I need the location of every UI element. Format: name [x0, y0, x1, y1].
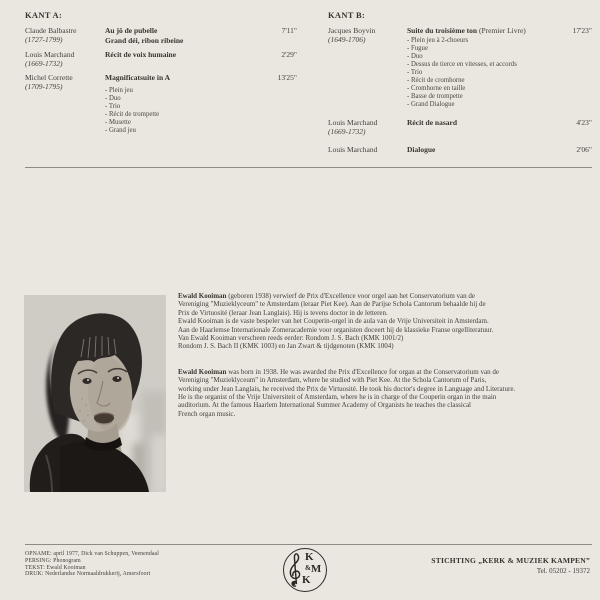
movement-item: - Grand Dialogue [407, 101, 550, 109]
logo-letter-m-mid: &M [305, 563, 322, 575]
composer-dates: (1709-1795) [25, 82, 63, 91]
bio-line: French organ music. [178, 409, 236, 418]
publisher-block [431, 556, 590, 575]
track-row [25, 73, 297, 135]
movement-item: - Duo [105, 95, 255, 103]
composer-name: Claude Balbastre [25, 26, 77, 35]
movement-item: - Plein jeu à 2-choeurs [407, 37, 550, 45]
track-row [328, 145, 592, 155]
bio-lines [178, 300, 592, 350]
bio-line: Aan de Haarlemse Internationale Zomeracademie voor organisten doceert hij de klassieke Franse orgelliteratuur. [178, 325, 494, 334]
kmk-label-logo [283, 548, 327, 592]
composer-dates: (1669-1732) [25, 59, 63, 68]
bio-line: Ewald Kooiman is de vaste bespeler van het Couperin-orgel in de aula van de Vrije Universiteit in Amsterdam. [178, 317, 489, 326]
composer-cell [328, 118, 407, 136]
bio-lead-name: Ewald Kooiman [178, 367, 227, 376]
composer-name: Louis Marchand [328, 144, 378, 154]
movement-item: - Basse de trompette [407, 93, 550, 101]
credit-line: DRUK: Nederlandse Normaaldrukkerij, Amersfoort [25, 571, 151, 578]
bio-lines [178, 376, 592, 418]
composer-dates: (1669-1732) [328, 126, 366, 136]
bio-line: Ewald Kooiman (geboren 1938) verwierf de Prix d'Excellence voor orgel aan het Conservatorium van de [178, 292, 476, 300]
track-title: Récit de voix humaine [105, 50, 177, 59]
track-duration: 4'23" [576, 117, 592, 127]
portrait-photo [24, 295, 166, 492]
track-title: Récit de nasard [407, 117, 457, 127]
logo-letter-k-top: K [305, 551, 314, 563]
movement-item: - Musette [105, 119, 255, 127]
composer-cell [25, 26, 105, 45]
composer-cell [25, 73, 105, 135]
movement-item: - Trio [105, 103, 255, 111]
composer-name: Jacques Boyvin [328, 26, 376, 35]
movement-item: - Grand jeu [105, 127, 255, 135]
publisher-name: STICHTING „KERK & MUZIEK KAMPEN” [431, 556, 590, 565]
track-row [328, 26, 592, 109]
composer-dates: (1649-1706) [328, 35, 366, 44]
credit-line: OPNAME: april 1977, Dick van Schuppen, Veenendaal [25, 551, 159, 557]
composer-name: Michel Corrette [25, 73, 73, 82]
biography-english [178, 368, 592, 418]
bio-line: Vereniging "Muzieklyceum" te Amsterdam (leraar Piet Kee). Aan de Parijse Schola Cantorum behaalde hij de [178, 300, 486, 309]
track-duration: 13'25" [277, 73, 297, 82]
biography-section [178, 292, 592, 418]
publisher-phone: Tel. 05202 - 19372 [536, 567, 590, 575]
movement-item: - Récit de trompette [105, 111, 255, 119]
divider-rule-top [25, 167, 592, 168]
movement-item: - Dessus de tierce en vitesses, et accords [407, 61, 550, 69]
movement-item: - Cromhorne en taille [407, 85, 550, 93]
track-title: Grand déi, ribon ribeine [105, 35, 184, 45]
composer-cell [25, 50, 105, 68]
track-title: Magnificatsuite in A [105, 73, 170, 82]
bio-line: Rondom J. S. Bach II (KMK 1003) en Jan Zwart & tijdgenoten (KMK 1004) [178, 342, 394, 351]
track-title: Au jô de pubelle [105, 26, 158, 35]
bio-line: He is the organist of the Vrije Universiteit of Amsterdam, where he is in charge of the Couperin organ in the main [178, 393, 497, 402]
track-duration: 7'11" [281, 26, 297, 35]
title-cell [407, 118, 550, 136]
side-a-tracklist [25, 10, 297, 140]
track-title: Dialogue [407, 144, 436, 154]
movement-item: - Fugue [407, 45, 550, 53]
movement-item: - Plein jeu [105, 87, 255, 95]
side-a-header: KANT A: [25, 10, 63, 20]
composer-name: Louis Marchand [25, 50, 75, 59]
title-cell [105, 50, 255, 68]
logo-letter-k-bottom: K [302, 574, 311, 586]
bio-line: Prix de Virtuosité (leraar Jean Langlais). Hij is tevens doctor in de letteren. [178, 308, 388, 317]
bio-line: working under Jean Langlais, he received the Prix de Virtuosité. He took his doctor's degree in Language and Literature. [178, 384, 516, 393]
track-row [328, 118, 592, 136]
divider-rule-bottom [25, 544, 592, 545]
composer-dates: (1727-1799) [25, 35, 63, 44]
treble-clef-icon [287, 551, 303, 594]
composer-cell [328, 26, 407, 109]
side-b-header: KANT B: [328, 10, 366, 20]
production-credits [25, 551, 159, 578]
track-duration: 17'23" [572, 26, 592, 35]
bio-line: Ewald Kooiman was born in 1938. He was awarded the Prix d'Excellence for organ at the Conservatorium van de [178, 367, 499, 376]
bio-line: auditorium. At the famous Haarlem International Summer Academy of Organists he teaches the classical [178, 401, 472, 410]
title-cell [407, 26, 550, 109]
movement-list [105, 87, 255, 135]
side-b-tracklist [328, 10, 592, 159]
movement-item: - Duo [407, 53, 550, 61]
title-cell [407, 145, 550, 155]
bio-line: Van Ewald Kooiman verscheen reeds eerder: Rondom J. S. Bach (KMK 1001/2) [178, 334, 404, 343]
composer-cell [328, 145, 407, 155]
title-cell [105, 26, 255, 45]
track-title: Suite du troisième ton (Premier Livre) [407, 26, 526, 35]
credit-line: PERSING: Phonogram [25, 557, 81, 564]
credit-line: TEKST: Ewald Kooiman [25, 564, 86, 571]
track-title-suffix: (Premier Livre) [477, 26, 526, 35]
bio-lead-name: Ewald Kooiman [178, 292, 227, 300]
track-row [25, 50, 297, 68]
composer-name: Louis Marchand [328, 117, 378, 127]
movement-item: - Récit de cromhorne [407, 77, 550, 85]
track-duration: 2'06" [576, 144, 592, 154]
track-row [25, 26, 297, 45]
movement-item: - Trio [407, 69, 550, 77]
portrait-photo-graphic [24, 295, 166, 492]
track-duration: 2'29" [281, 50, 297, 59]
title-cell [105, 73, 255, 135]
bio-line: Vereniging "Muzieklyceum" in Amsterdam, where he studied with Piet Kee. At the Schola Cantorum of Paris, [178, 376, 487, 385]
biography-dutch [178, 292, 592, 351]
logo-ampersand: & [305, 564, 311, 572]
movement-list [407, 37, 550, 109]
